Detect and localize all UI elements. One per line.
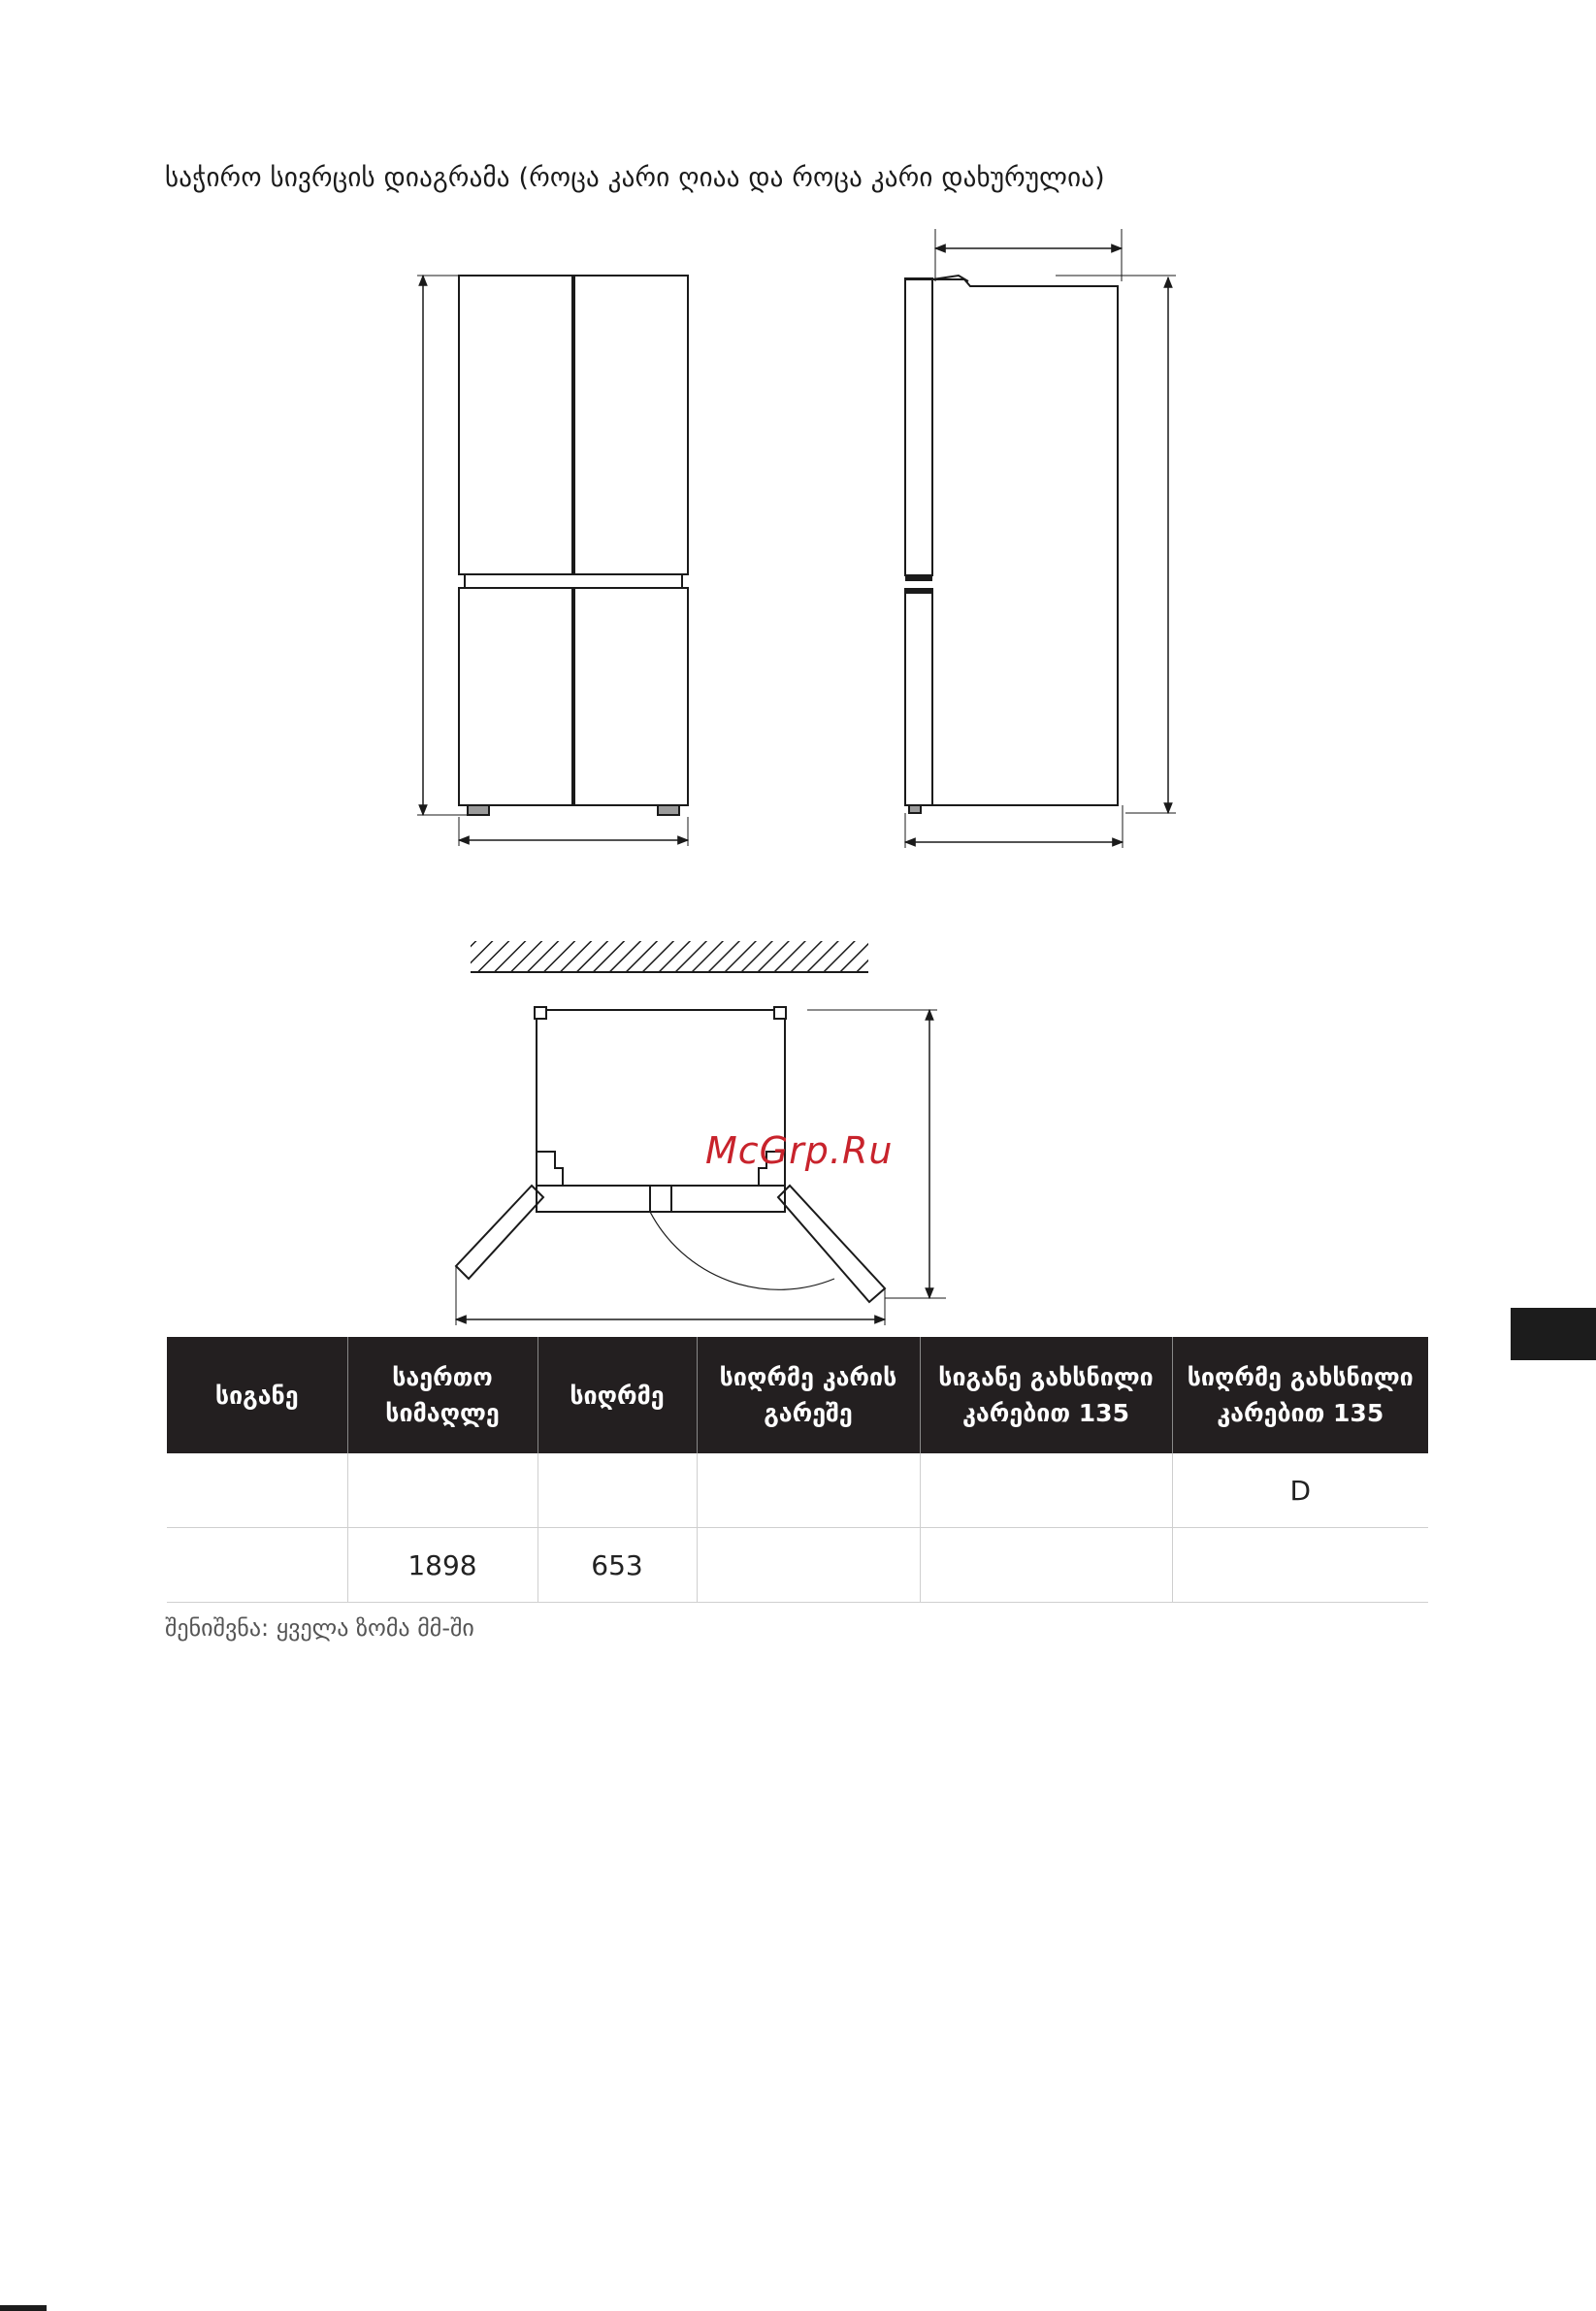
table-cell xyxy=(1172,1528,1428,1603)
table-cell xyxy=(347,1453,537,1528)
table-cell xyxy=(537,1453,697,1528)
header-depth-open-doors: სიღრმე გახსნილი კარებით 135 xyxy=(1172,1337,1428,1453)
table-cell xyxy=(167,1528,347,1603)
page-title: საჭირო სივრცის დიაგრამა (როცა კარი ღიაა და როცა კარი დახურულია) xyxy=(165,163,1105,193)
table-cell: D xyxy=(1172,1453,1428,1528)
watermark: McGrp.Ru xyxy=(705,1129,894,1172)
table-cell: 1898 xyxy=(347,1528,537,1603)
page-footer-mark xyxy=(0,2305,47,2311)
table-row xyxy=(167,1528,1428,1603)
side-view xyxy=(905,229,1176,848)
table-header-row xyxy=(167,1337,1428,1453)
header-width: სიგანე xyxy=(167,1337,347,1453)
header-total-height: საერთო სიმაღლე xyxy=(347,1337,537,1453)
table-cell xyxy=(697,1453,920,1528)
header-depth: სიღრმე xyxy=(537,1337,697,1453)
table-row xyxy=(167,1453,1428,1528)
header-width-open-doors: სიგანე გახსნილი კარებით 135 xyxy=(920,1337,1172,1453)
table-cell: 653 xyxy=(537,1528,697,1603)
header-depth-without-door: სიღრმე კარის გარეშე xyxy=(697,1337,920,1453)
table-cell xyxy=(697,1528,920,1603)
dimensions-table xyxy=(167,1337,1428,1603)
table-cell xyxy=(920,1453,1172,1528)
table-cell xyxy=(920,1528,1172,1603)
units-note: შენიშვნა: ყველა ზომა მმ-ში xyxy=(165,1614,474,1642)
table-cell xyxy=(167,1453,347,1528)
front-view xyxy=(417,276,688,846)
